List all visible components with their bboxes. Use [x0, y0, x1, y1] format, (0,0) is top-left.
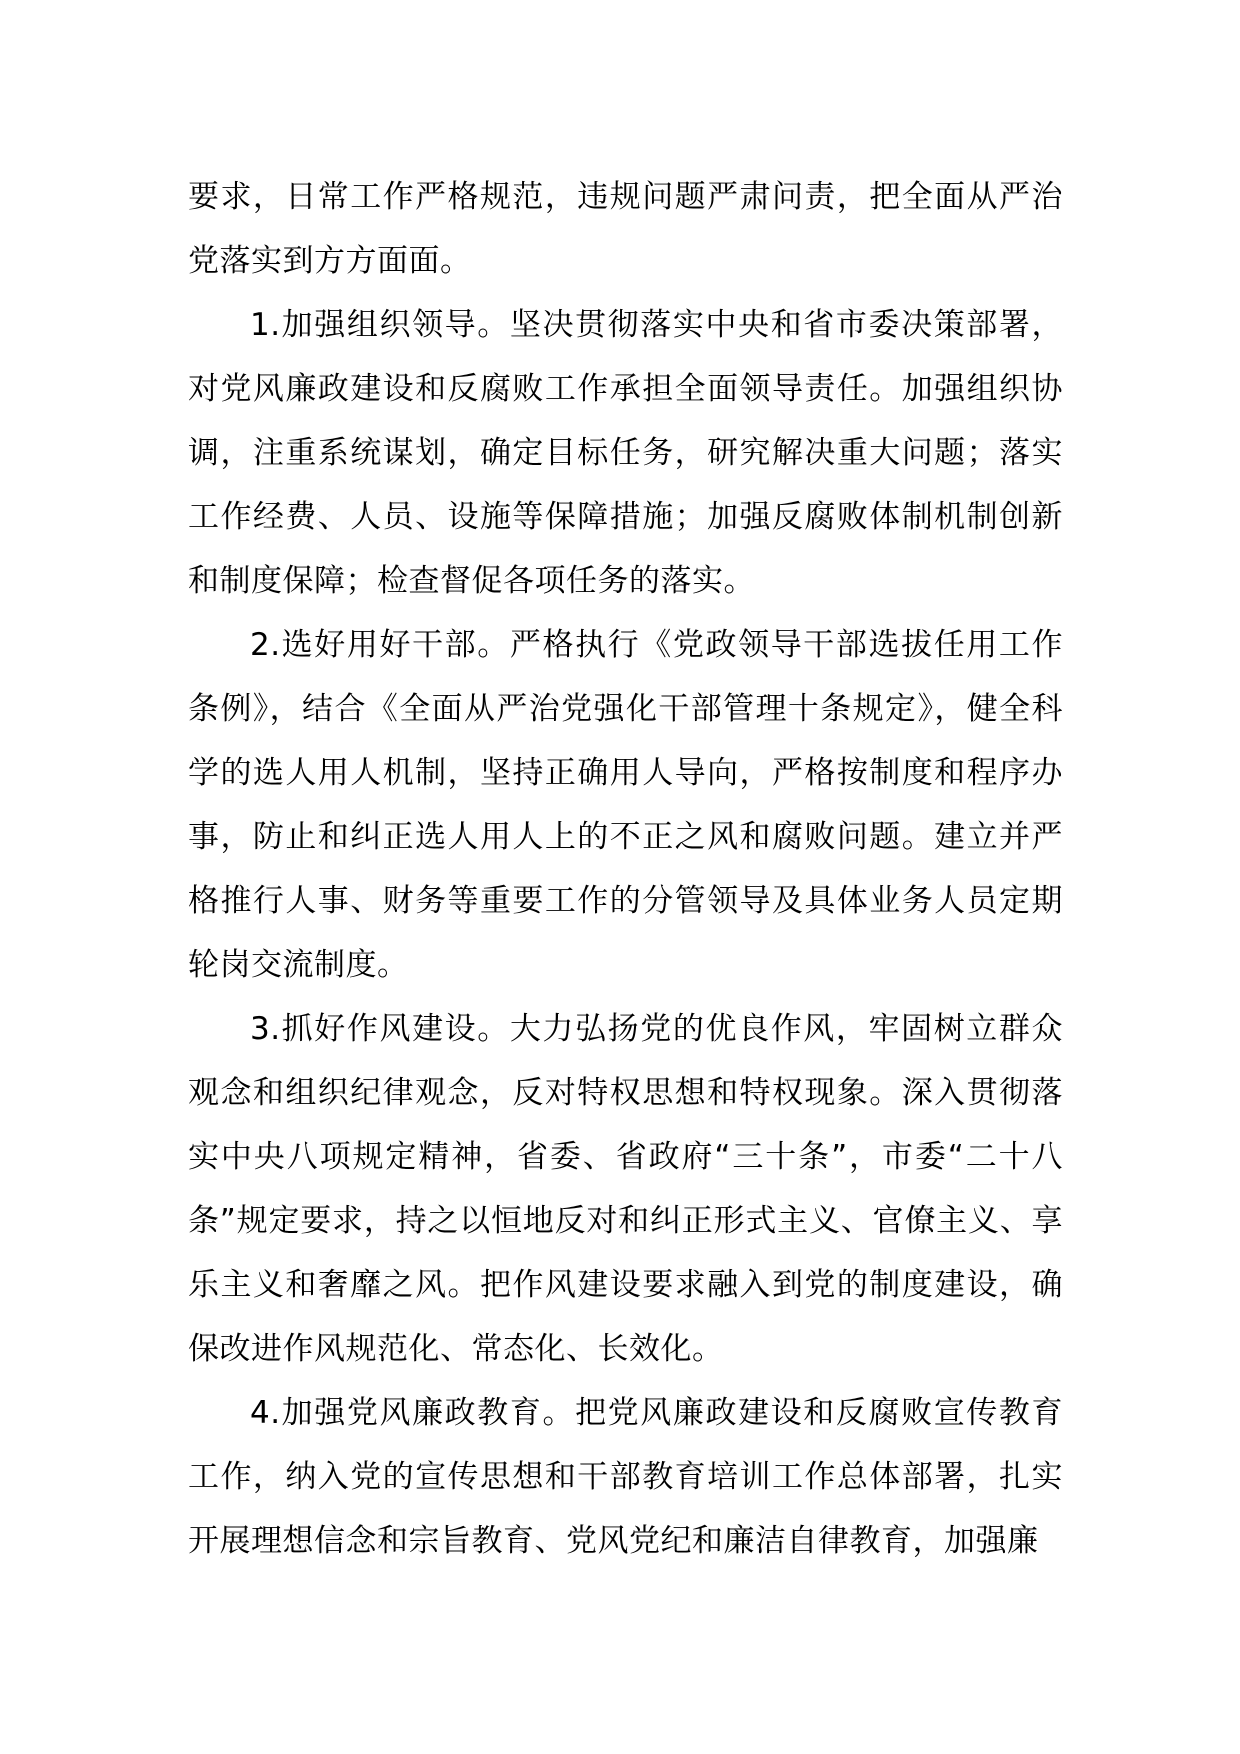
paragraph-continuation: 要求，日常工作严格规范，违规问题严肃问责，把全面从严治党落实到方方面面。	[188, 179, 1063, 279]
paragraph-integrity-education: 4.加强党风廉政教育。把党风廉政建设和反腐败宣传教育工作，纳入党的宣传思想和干部教育培训工作总体部署，扎实开展理想信念和宗旨教育、党风党纪和廉洁自律教育，加强廉	[188, 1395, 1063, 1559]
paragraph-cadre-selection: 2.选好用好干部。严格执行《党政领导干部选拔任用工作条例》，结合《全面从严治党强化干部管理十条规定》，健全科学的选人用人机制，坚持正确用人导向，严格按制度和程序办事，防止和纠正选人用人上的不正之风和腐败问题。建立并严格推行人事、财务等重要工作的分管领导及具体业务人员定期轮岗交流制度。	[188, 627, 1063, 983]
paragraph-work-style: 3.抓好作风建设。大力弘扬党的优良作风，牢固树立群众观念和组织纪律观念，反对特权思想和特权现象。深入贯彻落实中央八项规定精神，省委、省政府“三十条”，市委“二十八条”规定要求，持之以恒地反对和纠正形式主义、官僚主义、享乐主义和奢靡之风。把作风建设要求融入到党的制度建设，确保改进作风规范化、常态化、长效化。	[188, 1011, 1063, 1367]
paragraph-organization-leadership: 1.加强组织领导。坚决贯彻落实中央和省市委决策部署，对党风廉政建设和反腐败工作承担全面领导责任。加强组织协调，注重系统谋划，确定目标任务，研究解决重大问题；落实工作经费、人员、设施等保障措施；加强反腐败体制机制创新和制度保障；检查督促各项任务的落实。	[188, 307, 1063, 599]
document-body	[188, 165, 1063, 1573]
